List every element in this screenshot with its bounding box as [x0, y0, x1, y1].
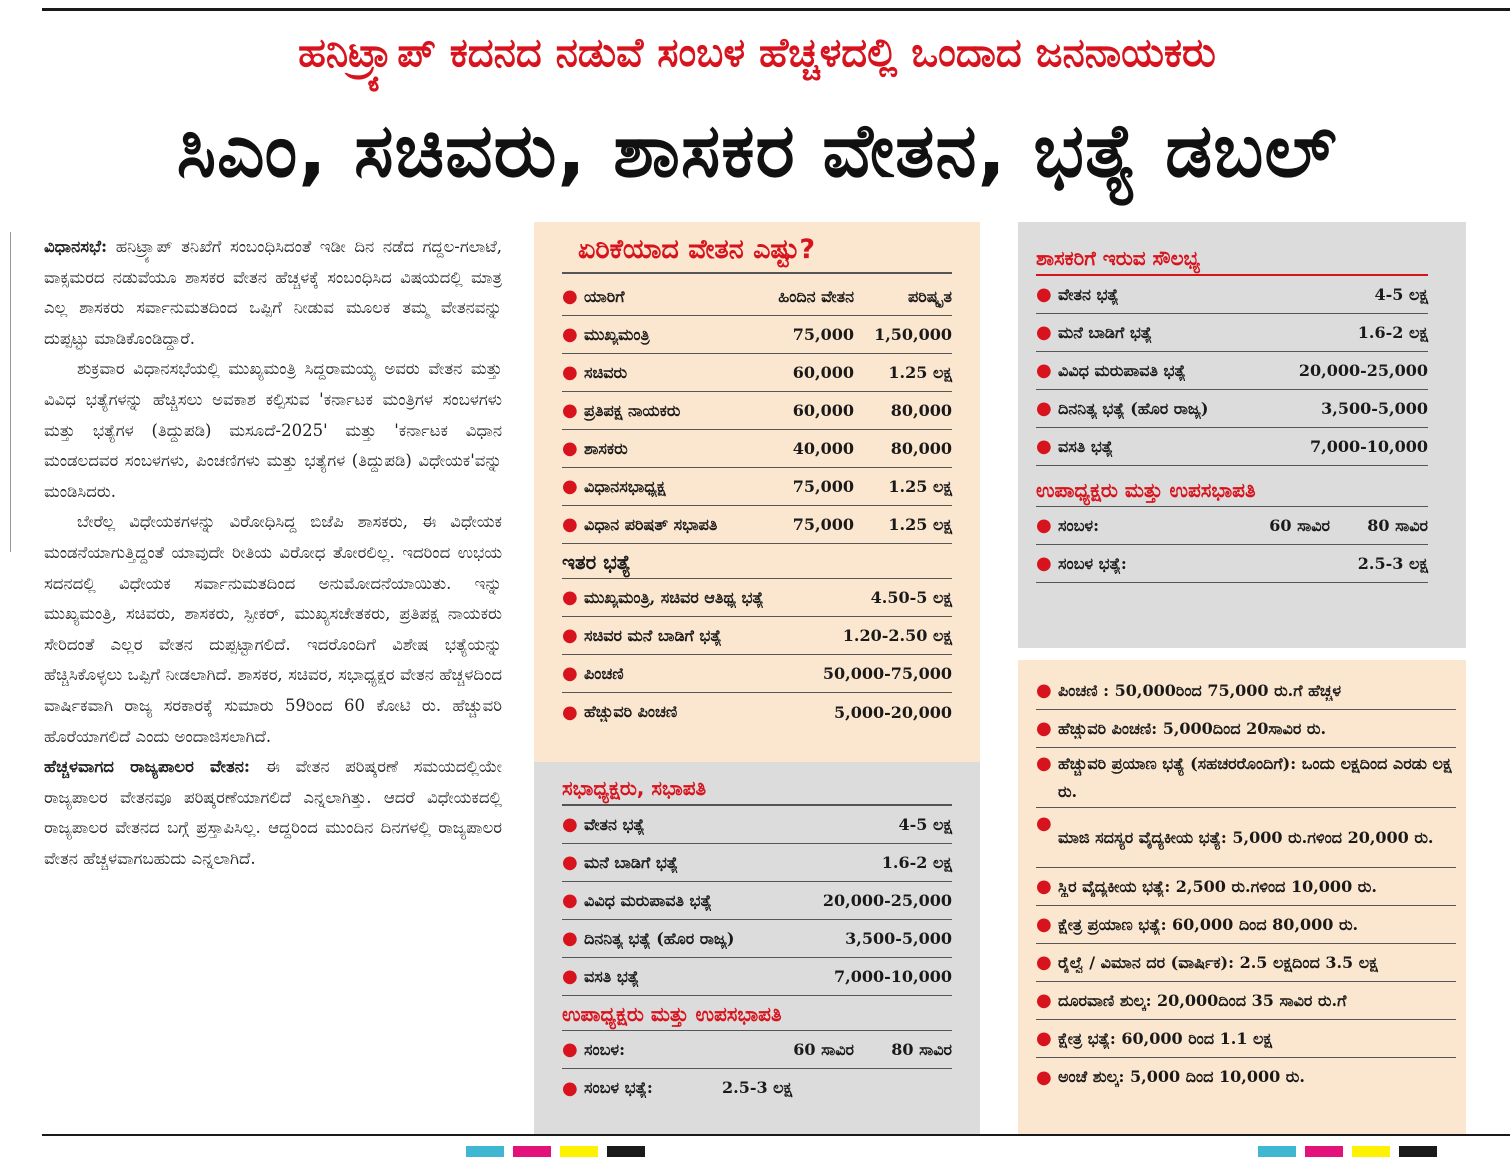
- bullet-icon: ●: [562, 1039, 578, 1060]
- bullet-icon: ●: [562, 438, 578, 459]
- registration-swatch-black: [607, 1146, 645, 1157]
- registration-swatch-cyan: [1258, 1146, 1296, 1157]
- mla-row: ● ಮನೆ ಬಾಡಿಗೆ ಭತ್ಯೆ 1.6-2 ಲಕ್ಷ: [1036, 314, 1428, 352]
- speaker-row: ● ಮನೆ ಬಾಡಿಗೆ ಭತ್ಯೆ 1.6-2 ಲಕ್ಷ: [562, 844, 952, 882]
- subhead: ಹೆಚ್ಚಳವಾಗದ ರಾಜ್ಯಪಾಲರ ವೇತನ:: [44, 757, 251, 777]
- mla-box: [1018, 222, 1466, 648]
- bullet-icon: ●: [562, 286, 578, 307]
- bullet-icon: ●: [1036, 990, 1052, 1011]
- bullet-icon: ●: [1036, 1028, 1052, 1049]
- pension-item: ● ಮಾಜಿ ಸದಸ್ಯರ ವೈದ್ಯಕೀಯ ಭತ್ಯೆ: 5,000 ರು.ಗಳಿಂದ 20,000 ರು.: [1036, 808, 1456, 868]
- registration-swatch-magenta: [1305, 1146, 1343, 1157]
- registration-swatch-cyan: [466, 1146, 504, 1157]
- article-body: [44, 232, 502, 874]
- pension-item: ● ಹೆಚ್ಚುವರಿ ಪಿಂಚಣಿ: 5,000ದಿಂದ 20ಸಾವಿರ ರು.: [1036, 710, 1456, 748]
- article-paragraph-3: ಬೇರೆಲ್ಲ ವಿಧೇಯಕಗಳನ್ನು ವಿರೋಧಿಸಿದ್ದ ಬಿಜೆಪಿ ಶಾಸಕರು, ಈ ವಿಧೇಯಕ ಮಂಡನೆಯಾಗುತ್ತಿದ್ದಂತೆ ಯಾವುದೇ ರೀತಿಯ ವಿರೋಧ ತೋರಲಿಲ್ಲ. ಇದರಿಂದ ಉಭಯ ಸದನದಲ್ಲಿ ವಿಧೇಯಕ ಸರ್ವಾನುಮತದಿಂದ ಅನುಮೋದನೆಯಾಯಿತು. ಇನ್ನು ಮುಖ್ಯಮಂತ್ರಿ, ಸಚಿವರು, ಶಾಸಕರು, ಸ್ಪೀಕರ್, ಮುಖ್ಯಸಚೇತಕರು, ಪ್ರತಿಪಕ್ಷ ನಾಯಕರು ಸೇರಿದಂತೆ ಎಲ್ಲರ ವೇತನ ದುಪ್ಪಟ್ಟಾಗಲಿದೆ. ಇದರೊಂದಿಗೆ ವಿಶೇಷ ಭತ್ಯೆಯನ್ನು ಹೆಚ್ಚಿಸಿಕೊಳ್ಳಲು ಒಪ್ಪಿಗೆ ನೀಡಲಾಗಿದೆ. ಶಾಸಕರ, ಸಚಿವರ, ಸಭಾಧ್ಯಕ್ಷರ ವೇತನ ಹೆಚ್ಚಳದಿಂದ ವಾರ್ಷಿಕವಾಗಿ ರಾಜ್ಯ ಸರಕಾರಕ್ಕೆ ಸುಮಾರು 59ರಿಂದ 60 ಕೋಟಿ ರು. ಹೆಚ್ಚುವರಿ ಹೊರೆಯಾಗಲಿದೆ ಎಂದು ಅಂದಾಜಿಸಲಾಗಿದೆ.: [44, 512, 502, 746]
- bullet-icon: ●: [562, 587, 578, 608]
- adjacent-column-edge: [0, 232, 11, 552]
- pension-item: ● ಹೆಚ್ಚುವರಿ ಪ್ರಯಾಣ ಭತ್ಯೆ (ಸಹಚರರೊಂದಿಗೆ): ಒಂದು ಲಕ್ಷದಿಂದ ಎರಡು ಲಕ್ಷ ರು.: [1036, 748, 1456, 808]
- bullet-icon: ●: [562, 476, 578, 497]
- salary-row: ● ಶಾಸಕರು 40,000 80,000: [562, 430, 952, 468]
- mla-deputy-row: ● ಸಂಬಳ ಭತ್ಯೆ: 2.5-3 ಲಕ್ಷ: [1036, 545, 1428, 583]
- mla-deputy-row: ● ಸಂಬಳ: 60 ಸಾವಿರ 80 ಸಾವಿರ: [1036, 507, 1428, 545]
- article-paragraph-4: ಹೆಚ್ಚಳವಾಗದ ರಾಜ್ಯಪಾಲರ ವೇತನ: ಈ ವೇತನ ಪರಿಷ್ಕರಣೆ ಸಮಯದಲ್ಲಿಯೇ ರಾಜ್ಯಪಾಲರ ವೇತನವೂ ಪರಿಷ್ಕರಣೆಯಾಗಲಿದೆ ಎನ್ನಲಾಗಿತ್ತು. ಆದರೆ ವಿಧೇಯಕದಲ್ಲಿ ರಾಜ್ಯಪಾಲರ ವೇತನದ ಬಗ್ಗೆ ಪ್ರಸ್ತಾಪಿಸಿಲ್ಲ. ಆದ್ದರಿಂದ ಮುಂದಿನ ದಿನಗಳಲ್ಲಿ ರಾಜ್ಯಪಾಲರ ವೇತನ ಹೆಚ್ಚಳವಾಗಬಹುದು ಎನ್ನಲಾಗಿದೆ.: [44, 757, 503, 868]
- kicker-headline: ಹನಿಟ್ರ್ಯಾಪ್ ಕದನದ ನಡುವೆ ಸಂಬಳ ಹೆಚ್ಚಳದಲ್ಲಿ ಒಂದಾದ ಜನನಾಯಕರು: [298, 30, 1216, 76]
- bullet-icon: ●: [1036, 718, 1052, 739]
- registration-swatch-yellow: [560, 1146, 598, 1157]
- bullet-icon: ●: [1036, 398, 1052, 419]
- speaker-box-title: ಸಭಾಧ್ಯಕ್ಷರು, ಸಭಾಪತಿ: [562, 770, 952, 806]
- pension-item: ● ಕ್ಷೇತ್ರ ಪ್ರಯಾಣ ಭತ್ಯೆ: 60,000 ದಿಂದ 80,000 ರು.: [1036, 906, 1456, 944]
- mla-row: ● ವೇತನ ಭತ್ಯೆ 4-5 ಲಕ್ಷ: [1036, 276, 1428, 314]
- bullet-icon: ●: [1036, 322, 1052, 343]
- other-allowance-row: ● ಪಿಂಚಣಿ 50,000-75,000: [562, 655, 952, 693]
- speaker-row: ● ವಿವಿಧ ಮರುಪಾವತಿ ಭತ್ಯೆ 20,000-25,000: [562, 882, 952, 920]
- other-allowance-row: ● ಹೆಚ್ಚುವರಿ ಪಿಂಚಣಿ 5,000-20,000: [562, 701, 952, 723]
- article-paragraph-1: ವಿಧಾನಸಭೆ: ಹನಿಟ್ರ್ಯಾಪ್ ತನಿಖೆಗೆ ಸಂಬಂಧಿಸಿದಂತೆ ಇಡೀ ದಿನ ನಡೆದ ಗದ್ದಲ-ಗಲಾಟೆ, ವಾಕ್ಸಮರದ ನಡುವೆಯೂ ಶಾಸಕರ ವೇತನ ಹೆಚ್ಚಳಕ್ಕೆ ಸಂಬಂಧಿಸಿದ ವಿಷಯದಲ್ಲಿ ಮಾತ್ರ ಎಲ್ಲ ಶಾಸಕರು ಸರ್ವಾನುಮತದಿಂದ ಒಪ್ಪಿಗೆ ನೀಡುವ ಮೂಲಕ ತಮ್ಮ ವೇತನವನ್ನು ದುಪ್ಪಟ್ಟು ಮಾಡಿಕೊಂಡಿದ್ದಾರೆ.: [44, 237, 502, 348]
- bullet-icon: ●: [1036, 952, 1052, 973]
- mla-deputy-title: ಉಪಾಧ್ಯಕ್ಷರು ಮತ್ತು ಉಪಸಭಾಪತಿ: [1036, 472, 1428, 507]
- mla-row: ● ವಿವಿಧ ಮರುಪಾವತಿ ಭತ್ಯೆ 20,000-25,000: [1036, 352, 1428, 390]
- salary-box: [534, 222, 980, 762]
- speaker-box: [534, 762, 980, 1134]
- main-headline: ಸಿಎಂ, ಸಚಿವರು, ಶಾಸಕರ ವೇತನ, ಭತ್ಯೆ ಡಬಲ್: [176, 108, 1338, 194]
- bullet-icon: ●: [1036, 680, 1052, 701]
- bullet-icon: ●: [1036, 553, 1052, 574]
- bullet-icon: ●: [562, 966, 578, 987]
- bullet-icon: ●: [1036, 284, 1052, 305]
- speaker-row: ● ವಸತಿ ಭತ್ಯೆ 7,000-10,000: [562, 958, 952, 996]
- bullet-icon: ●: [562, 663, 578, 684]
- dateline: ವಿಧಾನಸಭೆ:: [44, 237, 108, 256]
- registration-swatch-black: [1399, 1146, 1437, 1157]
- salary-row: ● ವಿಧಾನ ಪರಿಷತ್ ಸಭಾಪತಿ 75,000 1.25 ಲಕ್ಷ: [562, 506, 952, 544]
- pension-item: ● ಸ್ಥಿರ ವೈದ್ಯಕೀಯ ಭತ್ಯೆ: 2,500 ರು.ಗಳಿಂದ 10,000 ರು.: [1036, 868, 1456, 906]
- bullet-icon: ●: [1036, 876, 1052, 897]
- salary-row: ● ಪ್ರತಿಪಕ್ಷ ನಾಯಕರು 60,000 80,000: [562, 392, 952, 430]
- pension-item: ● ದೂರವಾಣಿ ಶುಲ್ಕ: 20,000ದಿಂದ 35 ಸಾವಿರ ರು.ಗೆ: [1036, 982, 1456, 1020]
- pension-item: ● ರೈಲ್ವೆ / ವಿಮಾನ ದರ (ವಾರ್ಷಿಕ): 2.5 ಲಕ್ಷದಿಂದ 3.5 ಲಕ್ಷ: [1036, 944, 1456, 982]
- speaker-deputy-title: ಉಪಾಧ್ಯಕ್ಷರು ಮತ್ತು ಉಪಸಭಾಪತಿ: [562, 996, 952, 1031]
- bullet-icon: ●: [1036, 1066, 1052, 1088]
- bullet-icon: ●: [1036, 436, 1052, 457]
- bullet-icon: ●: [562, 625, 578, 646]
- salary-header-row: ● ಯಾರಿಗೆ ಹಿಂದಿನ ವೇತನ ಪರಿಷ್ಕೃತ: [562, 278, 952, 316]
- bullet-icon: ●: [562, 324, 578, 345]
- speaker-deputy-row: ● ಸಂಬಳ: 60 ಸಾವಿರ 80 ಸಾವಿರ: [562, 1031, 952, 1069]
- bullet-icon: ●: [1036, 515, 1052, 536]
- pension-box: [1018, 660, 1466, 1134]
- bullet-icon: ●: [562, 362, 578, 383]
- bullet-icon: ●: [562, 890, 578, 911]
- speaker-row: ● ವೇತನ ಭತ್ಯೆ 4-5 ಲಕ್ಷ: [562, 806, 952, 844]
- bullet-icon: ●: [562, 1077, 578, 1099]
- bullet-icon: ●: [562, 928, 578, 949]
- bullet-icon: ●: [1036, 813, 1052, 834]
- bullet-icon: ●: [562, 400, 578, 421]
- bullet-icon: ●: [562, 701, 578, 723]
- bottom-rule: [42, 1134, 1510, 1136]
- article-paragraph-2: ಶುಕ್ರವಾರ ವಿಧಾನಸಭೆಯಲ್ಲಿ ಮುಖ್ಯಮಂತ್ರಿ ಸಿದ್ದರಾಮಯ್ಯ ಅವರು ವೇತನ ಮತ್ತು ವಿವಿಧ ಭತ್ಯೆಗಳನ್ನು ಹೆಚ್ಚಿಸಲು ಅವಕಾಶ ಕಲ್ಪಿಸುವ 'ಕರ್ನಾಟಕ ಮಂತ್ರಿಗಳ ಸಂಬಳಗಳು ಮತ್ತು ಭತ್ಯೆಗಳ (ತಿದ್ದುಪಡಿ) ಮಸೂದೆ-2025' ಮತ್ತು 'ಕರ್ನಾಟಕ ವಿಧಾನ ಮಂಡಲದವರ ಸಂಬಳಗಳು, ಪಿಂಚಣಿಗಳು ಮತ್ತು ಭತ್ಯೆಗಳ (ತಿದ್ದುಪಡಿ) ವಿಧೇಯಕ'ವನ್ನು ಮಂಡಿಸಿದರು.: [44, 359, 502, 501]
- other-allowance-row: ● ಸಚಿವರ ಮನೆ ಬಾಡಿಗೆ ಭತ್ಯೆ 1.20-2.50 ಲಕ್ಷ: [562, 617, 952, 655]
- other-allowance-title: ಇತರ ಭತ್ಯೆ: [562, 544, 952, 579]
- pension-item: ● ಕ್ಷೇತ್ರ ಭತ್ಯೆ: 60,000 ರಿಂದ 1.1 ಲಕ್ಷ: [1036, 1020, 1456, 1058]
- salary-row: ● ಮುಖ್ಯಮಂತ್ರಿ 75,000 1,50,000: [562, 316, 952, 354]
- bullet-icon: ●: [1036, 360, 1052, 381]
- bullet-icon: ●: [562, 852, 578, 873]
- bullet-icon: ●: [562, 814, 578, 835]
- salary-row: ● ಸಚಿವರು 60,000 1.25 ಲಕ್ಷ: [562, 354, 952, 392]
- bullet-icon: ●: [562, 514, 578, 535]
- mla-row: ● ದಿನನಿತ್ಯ ಭತ್ಯೆ (ಹೊರ ರಾಜ್ಯ) 3,500-5,000: [1036, 390, 1428, 428]
- speaker-row: ● ದಿನನಿತ್ಯ ಭತ್ಯೆ (ಹೊರ ರಾಜ್ಯ) 3,500-5,000: [562, 920, 952, 958]
- pension-item: ● ಅಂಚೆ ಶುಲ್ಕ: 5,000 ದಿಂದ 10,000 ರು.: [1036, 1066, 1305, 1088]
- salary-row: ● ವಿಧಾನಸಭಾಧ್ಯಕ್ಷ 75,000 1.25 ಲಕ್ಷ: [562, 468, 952, 506]
- pension-item: ● ಪಿಂಚಣಿ : 50,000ರಿಂದ 75,000 ರು.ಗೆ ಹೆಚ್ಚಳ: [1036, 672, 1456, 710]
- registration-swatch-magenta: [513, 1146, 551, 1157]
- top-rule: [42, 8, 1510, 11]
- salary-box-title: ಏರಿಕೆಯಾದ ವೇತನ ಎಷ್ಟು?: [562, 230, 952, 274]
- speaker-deputy-row: ● ಸಂಬಳ ಭತ್ಯೆ: 2.5-3 ಲಕ್ಷ: [562, 1077, 793, 1099]
- other-allowance-row: ● ಮುಖ್ಯಮಂತ್ರಿ, ಸಚಿವರ ಆತಿಥ್ಯ ಭತ್ಯೆ 4.50-5 ಲಕ್ಷ: [562, 579, 952, 617]
- registration-swatch-yellow: [1352, 1146, 1390, 1157]
- mla-row: ● ವಸತಿ ಭತ್ಯೆ 7,000-10,000: [1036, 428, 1428, 466]
- bullet-icon: ●: [1036, 753, 1052, 774]
- bullet-icon: ●: [1036, 914, 1052, 935]
- mla-box-title: ಶಾಸಕರಿಗೆ ಇರುವ ಸೌಲಭ್ಯ: [1036, 240, 1428, 276]
